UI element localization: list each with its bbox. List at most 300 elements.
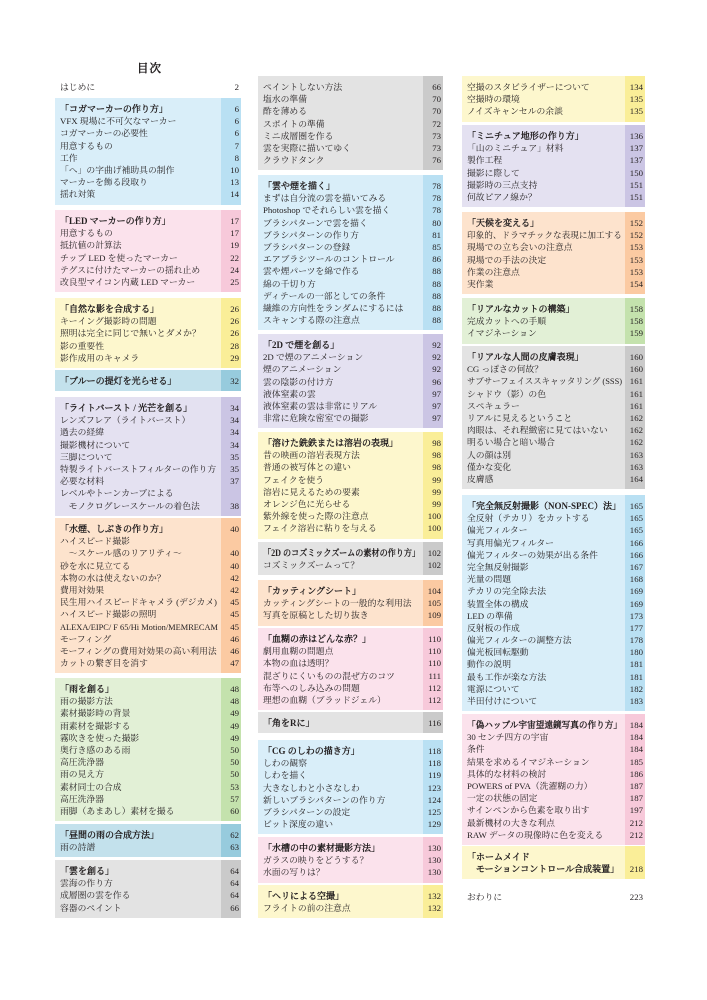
toc-heading bbox=[55, 402, 241, 414]
toc-entry bbox=[55, 487, 241, 499]
entry-title: POWERS of PVA（洗濯糊の力） bbox=[467, 780, 593, 791]
page-number: 99 bbox=[432, 486, 441, 497]
toc-heading bbox=[55, 865, 241, 877]
toc-entry bbox=[55, 889, 241, 901]
entry-title: 霧吹きを使った撮影 bbox=[60, 732, 140, 743]
entry-title: スポイトの準備 bbox=[263, 118, 325, 129]
toc-entry bbox=[55, 621, 241, 633]
toc-entry bbox=[55, 707, 241, 719]
toc-heading bbox=[462, 719, 645, 731]
page-number: 158 bbox=[629, 304, 643, 314]
page-number: 6 bbox=[234, 104, 239, 114]
entry-title: 高圧洗浄器 bbox=[60, 793, 104, 804]
page-number: 187 bbox=[629, 793, 643, 804]
toc-entry bbox=[258, 93, 443, 105]
toc-heading bbox=[258, 547, 443, 559]
entry-title: スキャンする際の注意点 bbox=[263, 315, 360, 326]
page-number: 158 bbox=[629, 316, 643, 327]
entry-title: 普通の被写体との違い bbox=[263, 462, 351, 473]
page-number: 98 bbox=[432, 450, 441, 461]
page-number: 35 bbox=[230, 463, 239, 474]
page-number: 81 bbox=[432, 229, 441, 240]
page-number: 88 bbox=[432, 266, 441, 277]
toc-entry bbox=[55, 768, 241, 780]
page-number: 64 bbox=[230, 890, 239, 901]
toc-entry bbox=[462, 473, 645, 485]
section-title: 「カッティングシート」 bbox=[263, 586, 362, 596]
page-number: 184 bbox=[629, 732, 643, 743]
toc-entry bbox=[55, 426, 241, 438]
toc-entry bbox=[462, 142, 645, 154]
section-title: モーションコントロール合成装置」 bbox=[467, 864, 620, 875]
page-number: 28 bbox=[230, 340, 239, 351]
toc-entry bbox=[258, 657, 443, 669]
page-number: 137 bbox=[629, 155, 643, 166]
entry-title: 高圧洗浄器 bbox=[60, 757, 104, 768]
page-number: 92 bbox=[432, 364, 441, 375]
toc-entry bbox=[55, 805, 241, 817]
toc-entry bbox=[55, 188, 241, 200]
section-title: 「ホームメイド bbox=[467, 852, 530, 862]
page-number: 26 bbox=[230, 316, 239, 327]
entry-title: 煙のアニメーション bbox=[263, 364, 342, 375]
section-title: 「ヘリによる空撮」 bbox=[263, 891, 345, 901]
entry-title: エアブラシツールのコントロール bbox=[263, 254, 395, 265]
toc-heading bbox=[462, 851, 645, 863]
entry-title: サブサーフェイススキャッタリング (SSS) bbox=[467, 376, 623, 387]
toc-entry bbox=[462, 461, 645, 473]
toc-section bbox=[258, 712, 443, 733]
toc-entry bbox=[462, 768, 645, 780]
toc-entry bbox=[55, 352, 241, 364]
page-number: 150 bbox=[629, 167, 643, 178]
page-number: 17 bbox=[230, 228, 239, 239]
page-number: 124 bbox=[427, 794, 441, 805]
toc-entry bbox=[258, 351, 443, 363]
page-number: 98 bbox=[432, 462, 441, 473]
section-title: 「リアルな人間の皮膚表現」 bbox=[467, 352, 584, 362]
page-number: 161 bbox=[629, 376, 643, 387]
page-number: 40 bbox=[230, 524, 239, 534]
page-number: 137 bbox=[629, 143, 643, 154]
toc-section bbox=[462, 76, 645, 122]
entry-title: 液体窒素の雲 bbox=[263, 388, 316, 399]
toc-entry bbox=[462, 683, 645, 695]
toc-entry bbox=[258, 81, 443, 93]
page-number: 166 bbox=[629, 549, 643, 560]
page-number: 110 bbox=[428, 646, 441, 657]
toc-heading bbox=[258, 180, 443, 192]
toc-entry bbox=[55, 227, 241, 239]
entry-title: 工作 bbox=[60, 152, 78, 163]
section-title: 「2D のコズミックズームの素材の作り方」 bbox=[263, 548, 421, 558]
page-number: 178 bbox=[629, 635, 643, 646]
toc-section bbox=[258, 542, 443, 575]
toc-section bbox=[258, 432, 443, 539]
page-number: 50 bbox=[230, 757, 239, 768]
entry-title: ブラシパターンの作り方 bbox=[263, 229, 359, 240]
entry-title: キーイング撮影時の問題 bbox=[60, 316, 157, 327]
page-number: 168 bbox=[629, 574, 643, 585]
toc-entry bbox=[462, 598, 645, 610]
page-number: 182 bbox=[629, 683, 643, 694]
toc-entry bbox=[258, 363, 443, 375]
toc-entry bbox=[55, 414, 241, 426]
toc-entry bbox=[258, 142, 443, 154]
page-number: 110 bbox=[428, 658, 441, 669]
toc-section bbox=[258, 740, 443, 834]
entry-title: マーカーを飾る段取り bbox=[60, 177, 148, 188]
entry-title: ノイズキャンセルの余談 bbox=[467, 106, 563, 117]
entry-title: イマジネーション bbox=[467, 328, 537, 339]
toc-heading bbox=[258, 842, 443, 854]
entry-title: 雨脚（あまあし）素材を撮る bbox=[60, 805, 175, 816]
page-number: 48 bbox=[230, 684, 239, 694]
page-number: 63 bbox=[230, 842, 239, 853]
page-number: 105 bbox=[427, 598, 441, 609]
toc-section bbox=[55, 397, 241, 516]
toc-entry bbox=[258, 376, 443, 388]
toc-entry bbox=[462, 537, 645, 549]
page-number: 119 bbox=[428, 770, 441, 781]
entry-title: ～スケール感のリアリティ～ bbox=[60, 548, 182, 559]
section-title: 「雲を創る」 bbox=[60, 866, 115, 876]
entry-title: フライトの前の注意点 bbox=[263, 903, 351, 914]
toc-entry bbox=[462, 512, 645, 524]
entry-title: 一定の状態の固定 bbox=[467, 793, 538, 804]
page-number: 98 bbox=[432, 438, 441, 448]
page-number: 130 bbox=[427, 843, 441, 853]
page-number: 49 bbox=[230, 720, 239, 731]
entry-title: 最も工作が楽な方法 bbox=[467, 671, 547, 682]
page-number: 136 bbox=[629, 131, 643, 141]
entry-title: 半田付けについて bbox=[467, 696, 538, 706]
toc-heading bbox=[55, 523, 241, 535]
toc-section bbox=[55, 76, 241, 97]
page-number: 40 bbox=[230, 560, 239, 571]
toc-entry bbox=[258, 290, 443, 302]
entry-title: 僅かな変化 bbox=[467, 461, 511, 472]
entry-title: 空撮時の環境 bbox=[467, 94, 520, 105]
toc-entry bbox=[258, 204, 443, 216]
page-number: 151 bbox=[629, 191, 643, 202]
toc-entry bbox=[462, 241, 645, 253]
toc-entry bbox=[462, 400, 645, 412]
toc-entry bbox=[462, 549, 645, 561]
entry-title: 偏光板回転駆動 bbox=[467, 647, 529, 658]
page-number: 187 bbox=[629, 780, 643, 791]
toc-section bbox=[462, 495, 645, 711]
entry-title: 雲の陰影の付け方 bbox=[263, 376, 334, 387]
toc-entry bbox=[55, 584, 241, 596]
toc-entry bbox=[55, 535, 241, 547]
toc-heading bbox=[258, 437, 443, 449]
page-number: 70 bbox=[432, 106, 441, 117]
toc-section bbox=[462, 886, 645, 907]
toc-entry bbox=[55, 657, 241, 669]
page-number: 37 bbox=[230, 476, 239, 487]
entry-title: LED の準備 bbox=[467, 610, 513, 621]
page-number: 14 bbox=[230, 189, 239, 200]
entry-title: 過去の経緯 bbox=[60, 427, 104, 438]
entry-title: モノクログレースケールの着色法 bbox=[60, 500, 200, 511]
page-number: 223 bbox=[629, 892, 643, 902]
section-title: 「リアルなカットの構築」 bbox=[467, 304, 575, 314]
page-number: 19 bbox=[230, 240, 239, 251]
entry-title: 皮膚感 bbox=[467, 473, 494, 484]
toc-entry bbox=[258, 449, 443, 461]
toc-entry bbox=[55, 781, 241, 793]
toc-entry bbox=[55, 127, 241, 139]
page-number: 163 bbox=[629, 449, 643, 460]
toc-section bbox=[258, 175, 443, 330]
entry-title: 偏光フィルターの効果が出る条件 bbox=[467, 549, 598, 560]
entry-title: 抵抗値の計算法 bbox=[60, 240, 122, 251]
toc-entry bbox=[462, 780, 645, 792]
entry-title: 雨の詩譜 bbox=[60, 842, 96, 853]
page-number: 64 bbox=[230, 866, 239, 876]
toc-entry bbox=[55, 152, 241, 164]
section-title: 「溶けた銑鉄または溶岩の表現」 bbox=[263, 438, 399, 448]
page-number: 116 bbox=[428, 718, 441, 728]
toc-entry bbox=[258, 818, 443, 830]
page-number: 7 bbox=[234, 140, 239, 151]
entry-title: 印象的、ドラマチックな表現に加工する bbox=[467, 230, 622, 241]
entry-title: モーフィングの費用対効果の高い利用法 bbox=[60, 645, 217, 656]
entry-title: ALEXA/EIPC/ F 65/Hi Motion/MEMRECAM bbox=[60, 621, 218, 632]
page-number: 45 bbox=[230, 609, 239, 620]
toc-section bbox=[258, 76, 443, 170]
toc-heading bbox=[462, 500, 645, 512]
page-number: 47 bbox=[230, 658, 239, 669]
section-title: 「CG のしわの描き方」 bbox=[263, 746, 360, 756]
page-number: 76 bbox=[432, 155, 441, 166]
entry-title: ディテールの一部としての条件 bbox=[263, 290, 386, 301]
entry-title: 雨の見え方 bbox=[60, 769, 104, 780]
toc-entry bbox=[462, 154, 645, 166]
page-number: 57 bbox=[230, 793, 239, 804]
entry-title: はじめに bbox=[60, 82, 96, 92]
entry-title: 費用対効果 bbox=[60, 584, 104, 595]
entry-title: 何故ピアノ線か？ bbox=[467, 191, 537, 202]
page-number: 99 bbox=[432, 474, 441, 485]
toc-section bbox=[55, 678, 241, 821]
entry-title: コズミックズームって？ bbox=[263, 560, 360, 571]
section-title: 「雨を創る」 bbox=[60, 684, 115, 694]
entry-title: 繊維の方向性をランダムにするには bbox=[263, 302, 404, 313]
entry-title: 偏光フィルターの調整方法 bbox=[467, 635, 572, 646]
page-number: 22 bbox=[230, 252, 239, 263]
toc-entry bbox=[258, 314, 443, 326]
page-number: 42 bbox=[230, 572, 239, 583]
toc-section bbox=[55, 298, 241, 368]
section-title: 「ブルーの提灯を光らせる」 bbox=[60, 376, 177, 386]
page-number: 100 bbox=[427, 523, 441, 534]
page-number: 42 bbox=[230, 584, 239, 595]
toc-entry bbox=[55, 140, 241, 152]
page-number: 78 bbox=[432, 193, 441, 204]
toc-entry bbox=[462, 585, 645, 597]
toc-entry bbox=[462, 254, 645, 266]
entry-title: レベルやトーンカーブによる bbox=[60, 488, 174, 499]
toc-entry bbox=[55, 608, 241, 620]
page-number: 96 bbox=[432, 376, 441, 387]
toc-entry bbox=[258, 486, 443, 498]
entry-title: 人の顔は別 bbox=[467, 449, 511, 460]
entry-title: 偏光フィルター bbox=[467, 525, 528, 536]
toc-heading bbox=[462, 303, 645, 315]
toc-entry bbox=[55, 276, 241, 288]
toc-entry bbox=[462, 229, 645, 241]
page-number: 45 bbox=[230, 597, 239, 608]
entry-title: 「山のミニチュア」材料 bbox=[467, 143, 564, 154]
entry-title: オレンジ色に光らせる bbox=[263, 498, 351, 509]
toc-section bbox=[462, 212, 645, 294]
toc-section bbox=[55, 860, 241, 918]
section-title: 「雲や煙を描く」 bbox=[263, 181, 336, 191]
entry-title: 布等へのしみ込みの問題 bbox=[263, 682, 360, 693]
section-title: 「偽ハッブル宇宙望遠鏡写真の作り方」 bbox=[467, 720, 623, 730]
toc-entry bbox=[55, 315, 241, 327]
page-number: 173 bbox=[629, 610, 643, 621]
entry-title: 写真用偏光フィルター bbox=[467, 537, 554, 548]
entry-title: 塩水の準備 bbox=[263, 94, 307, 105]
section-title: 「水煙、しぶきの作り方」 bbox=[60, 524, 169, 534]
page-number: 38 bbox=[230, 500, 239, 511]
page-number: 32 bbox=[230, 376, 239, 386]
page-number: 218 bbox=[629, 864, 643, 875]
toc-entry bbox=[55, 744, 241, 756]
page-number: 48 bbox=[230, 696, 239, 707]
toc-entry bbox=[258, 388, 443, 400]
toc-heading bbox=[258, 585, 443, 597]
toc-entry bbox=[55, 596, 241, 608]
toc-entry bbox=[462, 634, 645, 646]
toc-entry bbox=[258, 400, 443, 412]
toc-section bbox=[462, 125, 645, 207]
toc-entry bbox=[462, 93, 645, 105]
toc-entry bbox=[462, 817, 645, 829]
toc-entry bbox=[462, 179, 645, 191]
toc-entry bbox=[55, 756, 241, 768]
toc-entry bbox=[258, 559, 443, 571]
entry-title: 雲や煙パーツを綿で作る bbox=[263, 266, 360, 277]
toc-section bbox=[258, 837, 443, 883]
toc-heading bbox=[258, 339, 443, 351]
entry-title: 雨素材を撮影する bbox=[60, 720, 131, 731]
toc-entry bbox=[258, 474, 443, 486]
entry-title: 照明は完全に同じで無いとダメか？ bbox=[60, 328, 201, 339]
toc-entry bbox=[258, 412, 443, 424]
toc-entry bbox=[258, 154, 443, 166]
entry-title: 最新機材の大きな利点 bbox=[467, 817, 555, 828]
toc-entry bbox=[55, 572, 241, 584]
entry-title: 実作業 bbox=[467, 278, 494, 289]
entry-title: 容器のペイント bbox=[60, 902, 122, 913]
page-number: 151 bbox=[629, 179, 643, 190]
entry-title: 現場での手法の決定 bbox=[467, 254, 547, 265]
page-number: 135 bbox=[629, 106, 643, 117]
toc-entry bbox=[258, 609, 443, 621]
toc-entry bbox=[462, 610, 645, 622]
entry-title: まずは自分流の雲を描いてみる bbox=[263, 193, 387, 204]
toc-entry bbox=[258, 498, 443, 510]
toc-entry bbox=[462, 743, 645, 755]
page-number: 212 bbox=[629, 817, 643, 828]
toc-section bbox=[55, 370, 241, 391]
page-number: 88 bbox=[432, 278, 441, 289]
toc-entry bbox=[462, 792, 645, 804]
page-number: 62 bbox=[230, 830, 239, 840]
toc-entry bbox=[55, 176, 241, 188]
toc-entry bbox=[462, 412, 645, 424]
toc-entry bbox=[462, 695, 645, 707]
page-number: 104 bbox=[427, 586, 441, 596]
toc-section bbox=[462, 346, 645, 489]
page-number: 169 bbox=[629, 598, 643, 609]
entry-title: 液体窒素の雲は非常にリアル bbox=[263, 400, 378, 411]
entry-title: 紫外線を使った際の注意点 bbox=[263, 511, 369, 522]
page-number: 34 bbox=[230, 439, 239, 450]
toc-entry bbox=[258, 782, 443, 794]
entry-title: 素材同士の合成 bbox=[60, 781, 122, 792]
entry-title: 光量の問題 bbox=[467, 574, 511, 585]
entry-title: CG っぽさの何故？ bbox=[467, 364, 543, 375]
page-number: 92 bbox=[432, 352, 441, 363]
toc-entry bbox=[55, 264, 241, 276]
entry-title: 非常に危険な密室での撮影 bbox=[263, 413, 369, 424]
page-number: 162 bbox=[629, 425, 643, 436]
toc-entry bbox=[258, 757, 443, 769]
page-number: 183 bbox=[629, 696, 643, 706]
entry-title: ブラシパターンの登録 bbox=[263, 241, 351, 252]
toc-entry bbox=[462, 388, 645, 400]
entry-title: 雨の撮影方法 bbox=[60, 696, 113, 707]
page-number: 123 bbox=[427, 782, 441, 793]
page-number: 73 bbox=[432, 130, 441, 141]
entry-title: スペキュラー bbox=[467, 400, 520, 411]
entry-title: 2D で煙のアニメーション bbox=[263, 352, 364, 363]
page-number: 88 bbox=[432, 290, 441, 301]
page-number: 34 bbox=[230, 427, 239, 438]
entry-title: カッティングシートの一般的な利用法 bbox=[263, 598, 412, 609]
toc-entry bbox=[462, 561, 645, 573]
page-number: 154 bbox=[629, 278, 643, 289]
page-number: 53 bbox=[230, 781, 239, 792]
page-number: 112 bbox=[428, 682, 441, 693]
page-number: 102 bbox=[427, 548, 441, 558]
page-number: 161 bbox=[629, 388, 643, 399]
page-number: 29 bbox=[230, 352, 239, 363]
page-number: 50 bbox=[230, 744, 239, 755]
toc-entry bbox=[462, 829, 645, 841]
page-number: 152 bbox=[629, 218, 643, 228]
toc-heading bbox=[462, 217, 645, 229]
page-title: 目次 bbox=[137, 63, 162, 75]
entry-title: 影の重要性 bbox=[60, 340, 104, 351]
toc-entry bbox=[462, 804, 645, 816]
toc-heading bbox=[462, 863, 645, 875]
page-number: 102 bbox=[427, 560, 441, 571]
page-number: 130 bbox=[427, 855, 441, 866]
toc-heading bbox=[55, 303, 241, 315]
entry-title: 水面の写りは？ bbox=[263, 867, 325, 878]
page-number: 78 bbox=[432, 205, 441, 216]
toc-entry bbox=[258, 902, 443, 914]
toc-entry bbox=[462, 436, 645, 448]
entry-title: サインペンから色素を取り出す bbox=[467, 805, 590, 816]
page-number: 160 bbox=[629, 364, 643, 375]
